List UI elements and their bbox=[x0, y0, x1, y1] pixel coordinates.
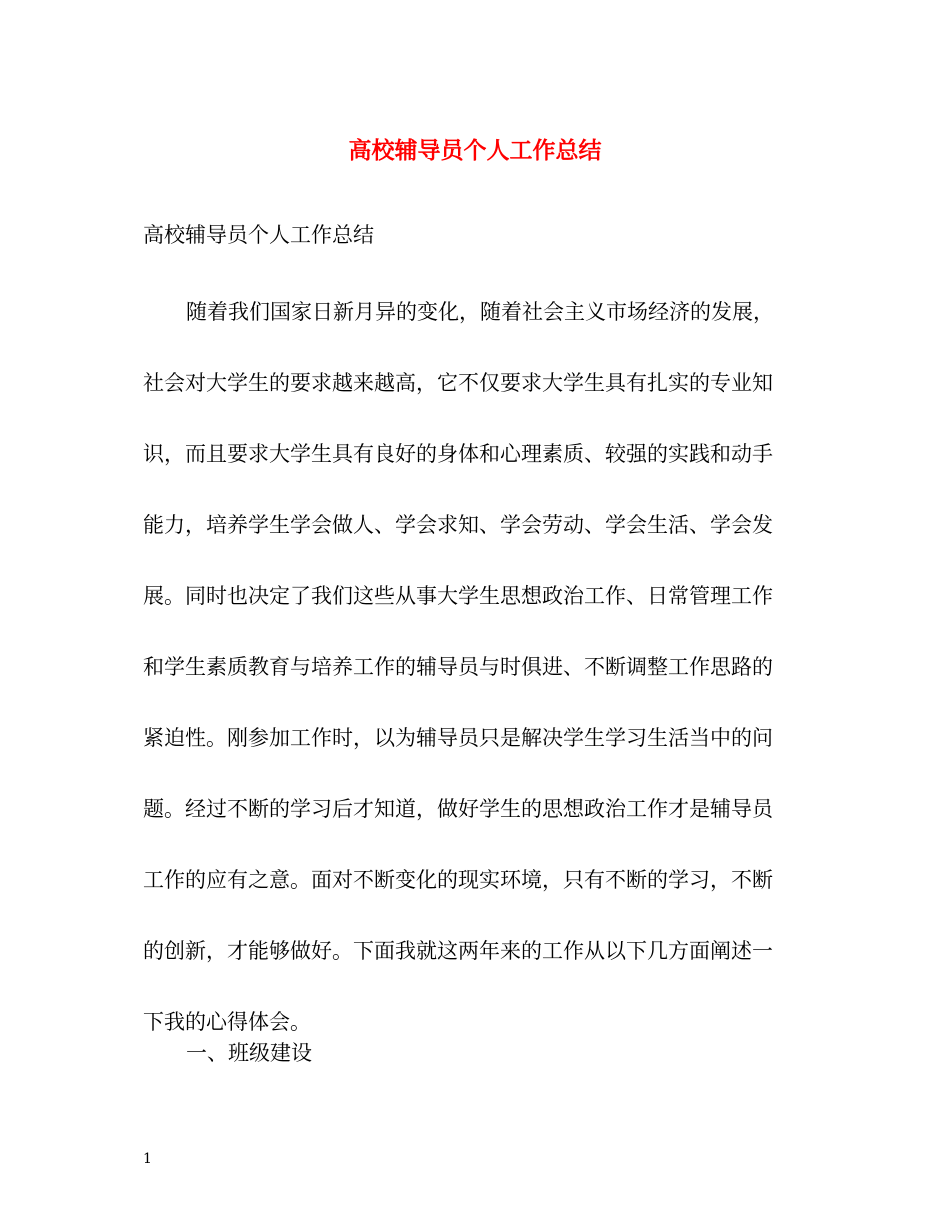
page-number: 1 bbox=[143, 1151, 152, 1167]
body-paragraph bbox=[143, 277, 801, 1058]
paragraph-line: 题。经过不断的学习后才知道，做好学生的思想政治工作才是辅导员 bbox=[143, 797, 773, 821]
paragraph-line: 紧迫性。刚参加工作时，以为辅导员只是解决学生学习生活当中的问 bbox=[143, 726, 773, 750]
paragraph-line: 和学生素质教育与培养工作的辅导员与时俱进、不断调整工作思路的 bbox=[143, 655, 773, 679]
document-title: 高校辅导员个人工作总结 bbox=[348, 137, 602, 164]
section-heading: 一、班级建设 bbox=[186, 1041, 312, 1065]
paragraph-line: 社会对大学生的要求越来越高，它不仅要求大学生具有扎实的专业知 bbox=[143, 371, 773, 395]
paragraph-line: 工作的应有之意。面对不断变化的现实环境，只有不断的学习，不断 bbox=[143, 868, 773, 892]
paragraph-line: 下我的心得体会。 bbox=[143, 1010, 311, 1034]
paragraph-line: 的创新，才能够做好。下面我就这两年来的工作从以下几方面阐述一 bbox=[143, 939, 773, 963]
paragraph-line: 展。同时也决定了我们这些从事大学生思想政治工作、日常管理工作 bbox=[143, 584, 773, 608]
paragraph-line: 能力，培养学生学会做人、学会求知、学会劳动、学会生活、学会发 bbox=[143, 513, 773, 537]
paragraph-line: 随着我们国家日新月异的变化，随着社会主义市场经济的发展， bbox=[186, 300, 774, 324]
paragraph-line: 识，而且要求大学生具有良好的身体和心理素质、较强的实践和动手 bbox=[143, 442, 773, 466]
document-subtitle: 高校辅导员个人工作总结 bbox=[143, 223, 374, 247]
